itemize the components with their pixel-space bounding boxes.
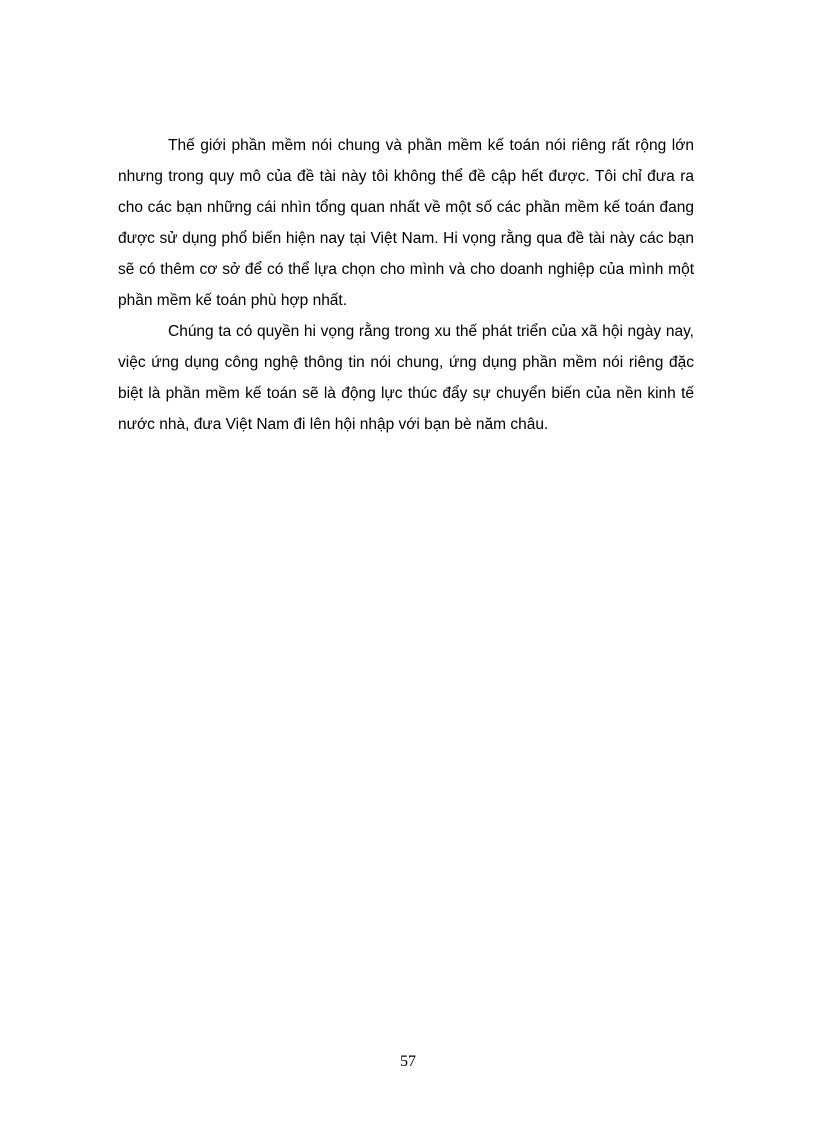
body-text <box>118 130 694 440</box>
paragraph-1: Thế giới phần mềm nói chung và phần mềm kế toán nói riêng rất rộng lớn nhưng trong quy mô của đề tài này tôi không thể đề cập hết được. Tôi chỉ đưa ra cho các bạn những cái nhìn tổng quan nhất về một số các phần mềm kế toán đang được sử dụng phổ biến hiện nay tại Việt Nam. Hi vọng rằng qua đề tài này các bạn sẽ có thêm cơ sở để có thể lựa chọn cho mình và cho doanh nghiệp của mình một phần mềm kế toán phù hợp nhất. <box>118 137 694 309</box>
page-number: 57 <box>400 1053 416 1070</box>
paragraph-2: Chúng ta có quyền hi vọng rằng trong xu thế phát triển của xã hội ngày nay, việc ứng dụng công nghệ thông tin nói chung, ứng dụng phần mềm nói riêng đặc biệt là phần mềm kế toán sẽ là động lực thúc đẩy sự chuyển biến của nền kinh tế nước nhà, đưa Việt Nam đi lên hội nhập với bạn bè năm châu. <box>118 323 694 433</box>
